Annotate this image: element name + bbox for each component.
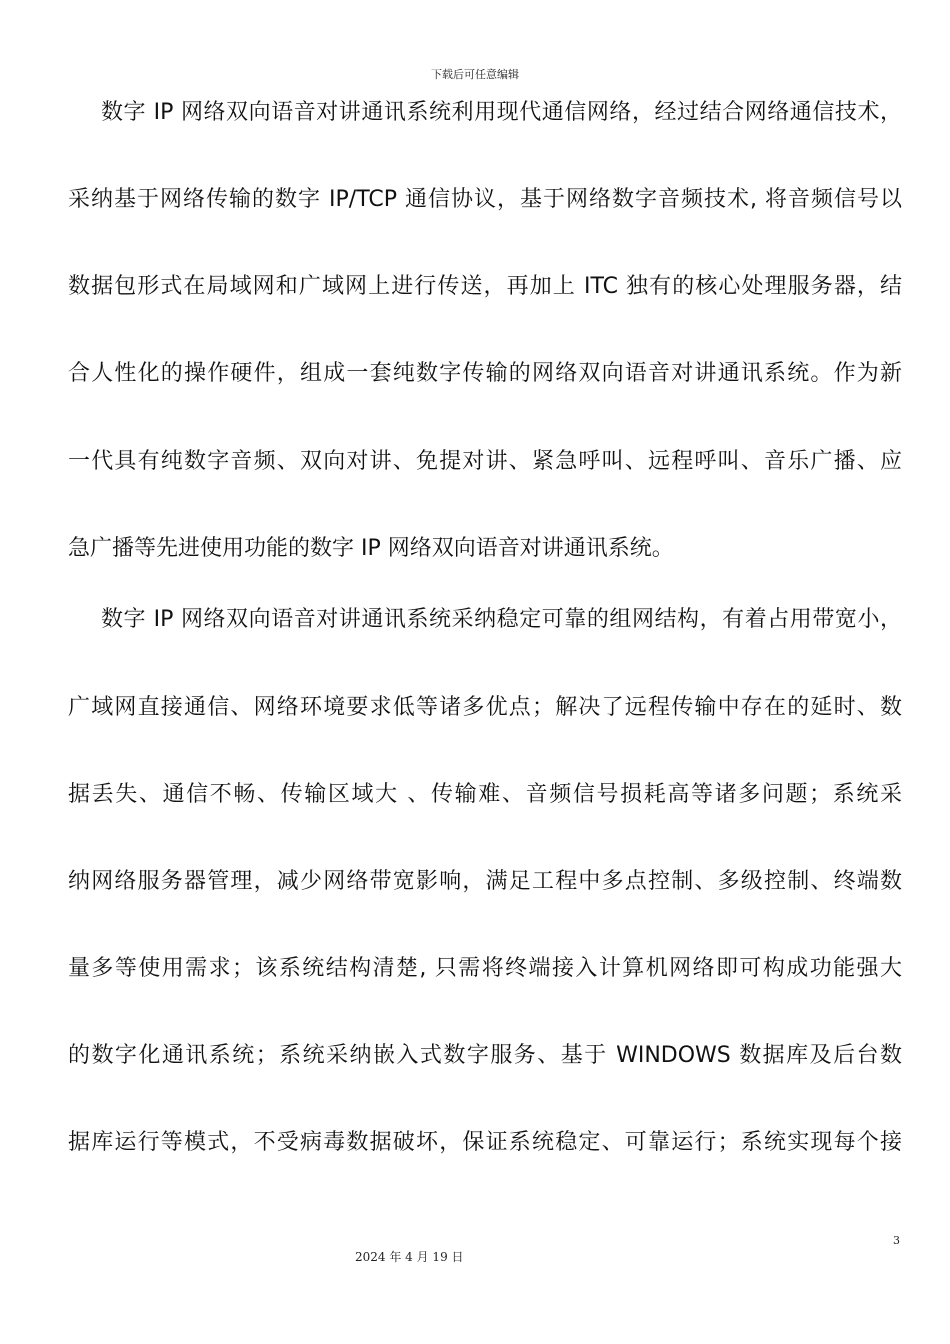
paragraph-1-line-1: 数字 IP 网络双向语音对讲通讯系统利用现代通信网络，经过结合网络通信技术， bbox=[101, 100, 902, 125]
header-note: 下载后可任意编辑 bbox=[431, 68, 519, 81]
paragraph-1-line-5: 一代具有纯数字音频、双向对讲、免提对讲、紧急呼叫、远程呼叫、音乐广播、应 bbox=[68, 449, 902, 474]
paragraph-1-line-6: 急广播等先进使用功能的数字 IP 网络双向语音对讲通讯系统。 bbox=[68, 536, 674, 561]
paragraph-1-line-4: 合人性化的操作硬件，组成一套纯数字传输的网络双向语音对讲通讯系统。作为新 bbox=[68, 361, 902, 386]
paragraph-2-line-6: 的数字化通讯系统；系统采纳嵌入式数字服务、基于 WINDOWS 数据库及后台数 bbox=[68, 1043, 902, 1068]
paragraph-1-line-3: 数据包形式在局域网和广域网上进行传送，再加上 ITC 独有的核心处理服务器，结 bbox=[68, 274, 902, 299]
paragraph-2-line-4: 纳网络服务器管理，减少网络带宽影响，满足工程中多点控制、多级控制、终端数 bbox=[68, 869, 902, 894]
footer-date: 2024 年 4 月 19 日 bbox=[355, 1250, 464, 1264]
page-number: 3 bbox=[893, 1234, 900, 1247]
paragraph-2-line-2: 广域网直接通信、网络环境要求低等诸多优点；解决了远程传输中存在的延时、数 bbox=[68, 695, 902, 720]
paragraph-2-line-5: 量多等使用需求；该系统结构清楚, 只需将终端接入计算机网络即可构成功能强大 bbox=[68, 956, 902, 981]
paragraph-2-line-1: 数字 IP 网络双向语音对讲通讯系统采纳稳定可靠的组网结构，有着占用带宽小， bbox=[101, 607, 902, 632]
paragraph-2-line-7: 据库运行等模式，不受病毒数据破坏，保证系统稳定、可靠运行；系统实现每个接 bbox=[68, 1130, 902, 1155]
paragraph-2-line-3: 据丢失、通信不畅、传输区域大 、传输难、音频信号损耗高等诸多问题；系统采 bbox=[68, 782, 902, 807]
paragraph-1-line-2: 采纳基于网络传输的数字 IP/TCP 通信协议，基于网络数字音频技术, 将音频信号以 bbox=[68, 187, 902, 212]
